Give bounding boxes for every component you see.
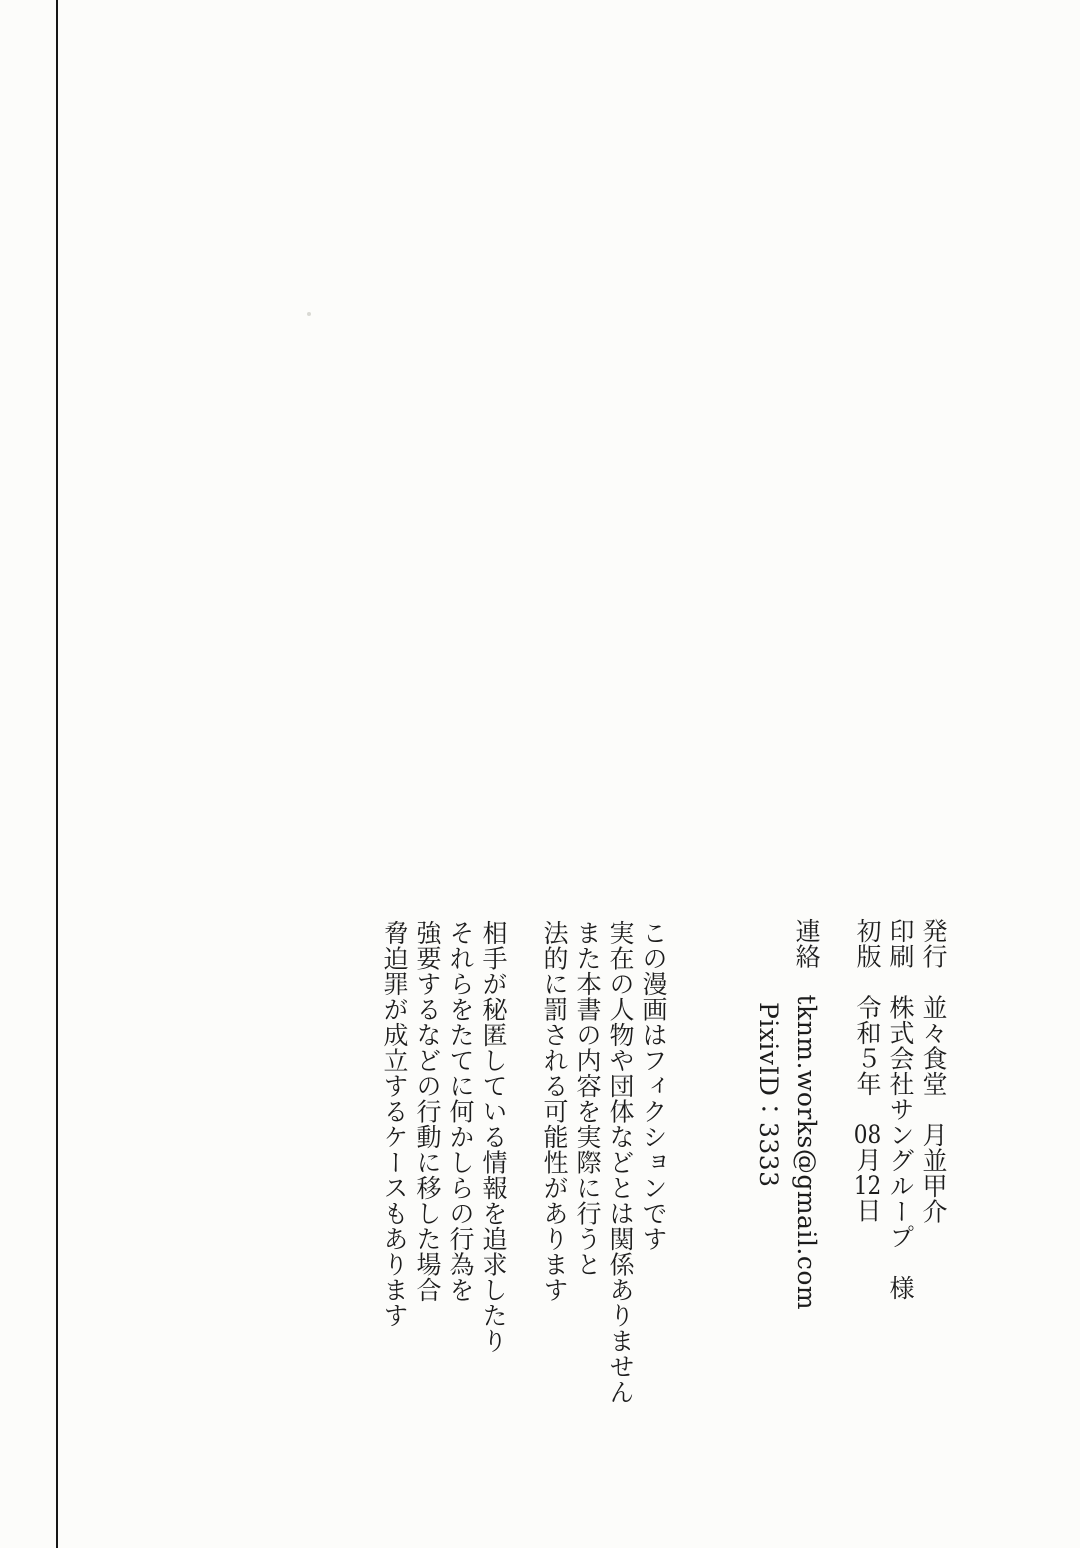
edition-line	[851, 918, 884, 1310]
disclaimer-fiction-line-4: 法的に罰される可能性があります	[540, 920, 569, 1303]
disclaimer-threat-line-1: 相手が秘匿している情報を追求したり	[479, 920, 508, 1354]
contact-line	[790, 918, 823, 1310]
pixiv-id-line: PixivID：3333	[754, 1002, 783, 1188]
contact-email: tknm.works@gmail.com	[792, 994, 821, 1311]
disclaimer-fiction-block	[538, 920, 670, 1405]
edition-day-number: 12	[853, 1172, 882, 1198]
disclaimer-threat-line-4: 脅迫罪が成立するケースもあります	[380, 920, 409, 1328]
disclaimer-fiction-line-1: この漫画はフィクションです	[639, 920, 668, 1252]
contact-label: 連絡	[792, 918, 821, 995]
edition-month-number: 08	[853, 1122, 882, 1147]
edition-prefix: 初版 令和５年	[853, 918, 882, 1122]
disclaimer-fiction-line-3: また本書の内容を実際に行うと	[573, 920, 602, 1277]
colophon-block	[752, 918, 950, 1310]
disclaimer-threat-line-3: 強要するなどの行動に移した場合	[413, 920, 442, 1303]
edition-month-unit: 月	[853, 1147, 882, 1173]
publisher-line: 発行 並々食堂 月並甲介	[919, 918, 948, 1224]
disclaimer-threat-block	[378, 920, 510, 1354]
paper-speck	[307, 312, 311, 316]
disclaimer-threat-line-2: それらをたてに何かしらの行為を	[446, 920, 475, 1303]
printer-line: 印刷 株式会社サングループ 様	[886, 918, 915, 1301]
edition-day-unit: 日	[853, 1197, 882, 1223]
binding-edge-line	[56, 0, 58, 1548]
disclaimer-fiction-line-2: 実在の人物や団体などとは関係ありません	[606, 920, 635, 1405]
